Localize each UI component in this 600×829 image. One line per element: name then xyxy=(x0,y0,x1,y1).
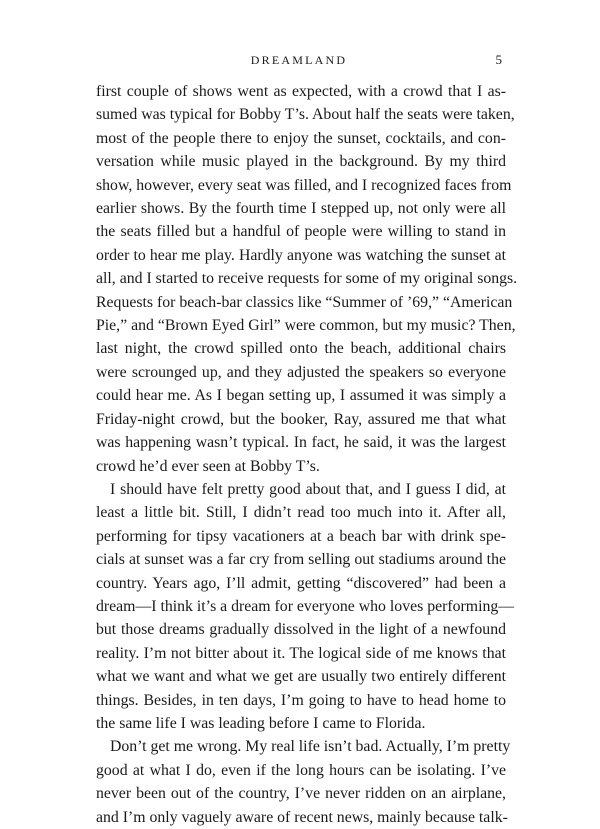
text-line: and I’m only vaguely aware of recent news, mainly because talk- xyxy=(96,808,508,826)
text-line: most of the people there to enjoy the sunset, cocktails, and con- xyxy=(96,129,506,147)
text-line: Don’t get me wrong. My real life isn’t bad. Actually, I’m pretty xyxy=(110,738,511,756)
text-line: but those dreams gradually dissolved in the light of a newfound xyxy=(96,621,506,639)
text-line: good at what I do, even if the long hours can be isolating. I’ve xyxy=(96,761,506,779)
text-line: versation while music played in the background. By my third xyxy=(96,153,506,171)
text-line: things. Besides, in ten days, I’m going to have to head home to xyxy=(96,691,506,709)
text-line: reality. I’m not bitter about it. The logical side of me knows that xyxy=(96,644,506,662)
text-line: crowd he’d ever seen at Bobby T’s. xyxy=(96,457,320,475)
text-line: first couple of shows went as expected, with a crowd that I as- xyxy=(96,83,506,100)
text-line: I should have felt pretty good about that, and I guess I did, at xyxy=(110,480,506,498)
text-line: never been out of the country, I’ve never ridden on an airplane, xyxy=(96,785,506,803)
text-line: performing for tipsy vacationers at a beach bar with drink spe- xyxy=(96,527,506,545)
text-line: sumed was typical for Bobby T’s. About half the seats were taken, xyxy=(96,106,515,124)
text-line: least a little bit. Still, I didn’t read too much into it. After all, xyxy=(96,504,506,522)
text-line: last night, the crowd spilled onto the beach, additional chairs xyxy=(96,340,506,358)
text-line: Pie,” and “Brown Eyed Girl” were common, but my music? Then, xyxy=(96,317,516,335)
body-text xyxy=(96,80,518,829)
text-line: dream—I think it’s a dream for everyone who loves performing— xyxy=(96,597,515,615)
text-line: were scrounged up, and they adjusted the speakers so everyone xyxy=(96,363,506,381)
text-line: the seats filled but a handful of people were willing to stand in xyxy=(96,223,506,241)
text-line: the same life I was leading before I came to Florida. xyxy=(96,714,426,732)
running-head xyxy=(96,50,502,70)
text-line: all, and I started to receive requests for some of my original songs. xyxy=(96,270,518,288)
page-number: 5 xyxy=(495,52,502,67)
paragraph xyxy=(96,478,515,735)
text-line: could hear me. As I began setting up, I assumed it was simply a xyxy=(96,387,506,405)
running-title: DREAMLAND xyxy=(250,53,348,67)
text-line: Friday-night crowd, but the booker, Ray, assured me that what xyxy=(96,410,506,428)
text-line: cials at sunset was a far cry from selling out stadiums around the xyxy=(96,551,506,569)
text-line: what we want and what we get are usually two entirely different xyxy=(96,668,506,686)
text-line: earlier shows. By the fourth time I stepped up, not only were all xyxy=(96,200,506,218)
text-line: country. Years ago, I’ll admit, getting “discovered” had been a xyxy=(96,574,506,592)
text-line: Requests for beach-bar classics like “Summer of ’69,” “American xyxy=(96,293,513,311)
text-line: show, however, every seat was filled, and I recognized faces from xyxy=(96,176,512,194)
text-line: was happening wasn’t typical. In fact, he said, it was the largest xyxy=(96,434,506,452)
paragraph xyxy=(96,80,518,478)
text-line: order to hear me play. Hardly anyone was watching the sunset at xyxy=(96,246,506,264)
paragraph xyxy=(96,735,511,829)
